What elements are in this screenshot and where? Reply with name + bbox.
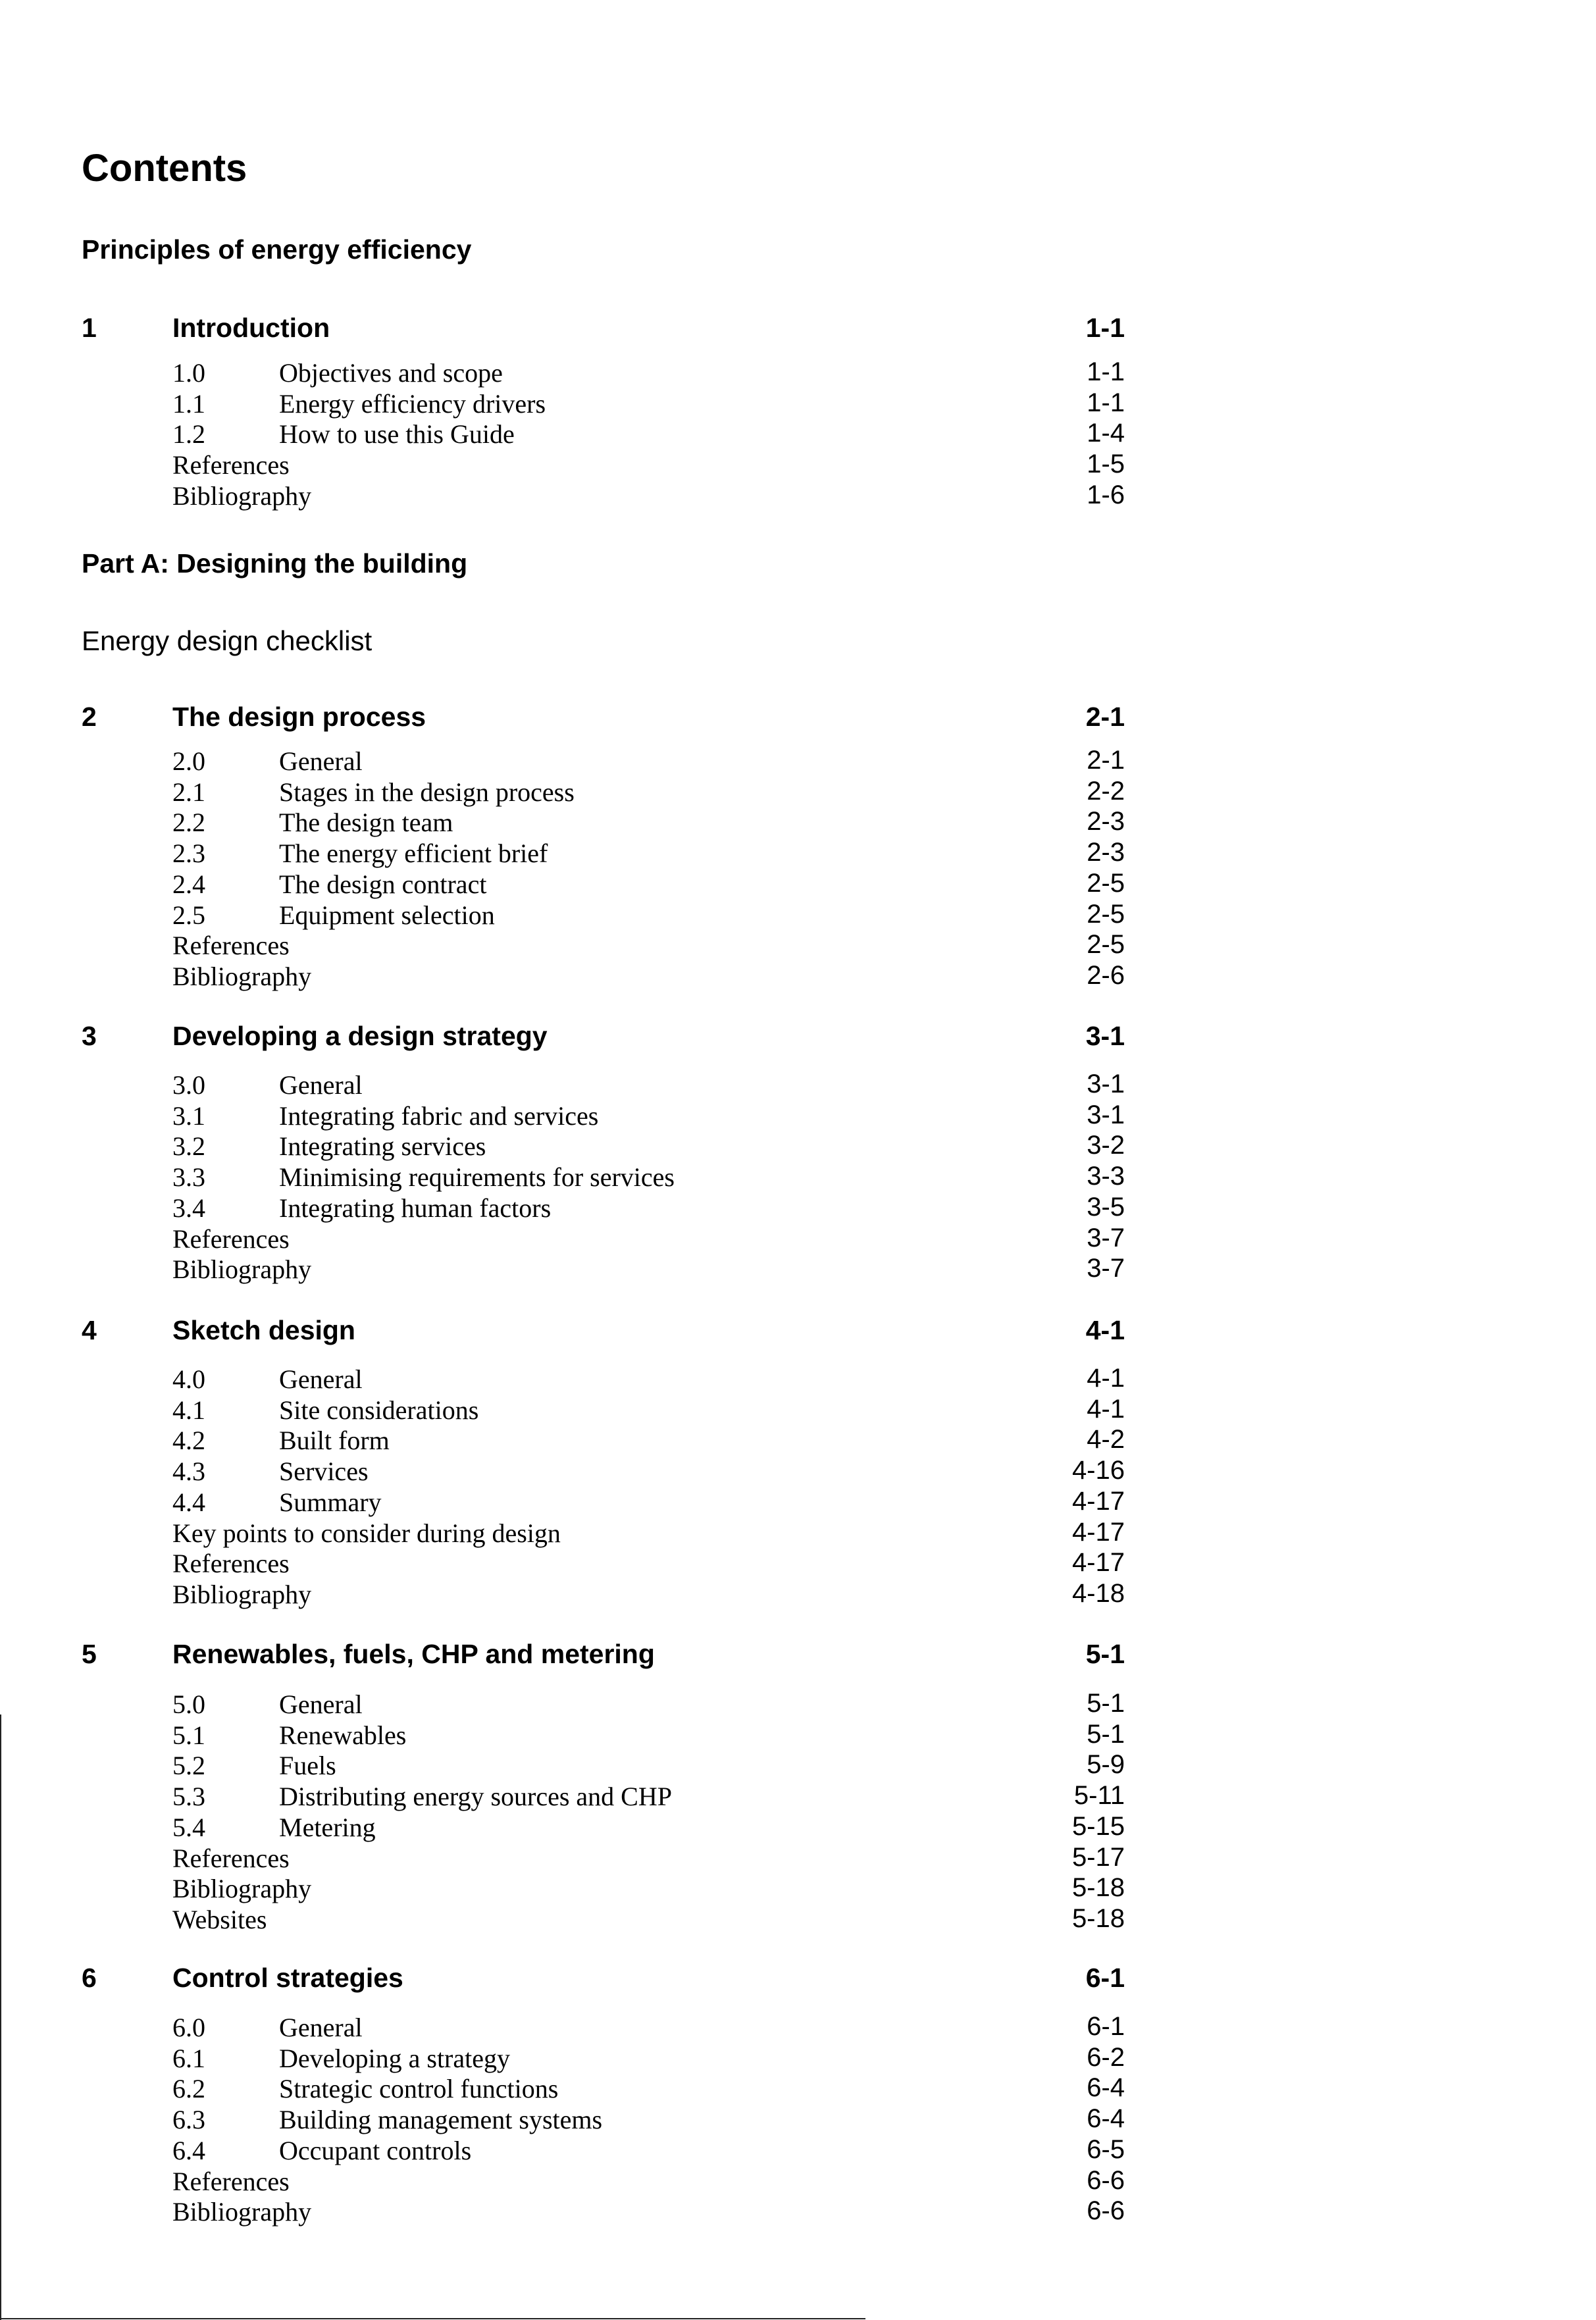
chapter-heading[interactable] <box>0 1021 1596 1054</box>
entry-page-number: 6-6 <box>1087 2196 1125 2225</box>
entry-number: 6.1 <box>172 2044 205 2073</box>
chapter-number: 4 <box>82 1315 97 1345</box>
toc-entry[interactable] <box>0 900 1596 930</box>
entry-page-number: 5-18 <box>1071 1904 1125 1933</box>
toc-entry[interactable] <box>0 1131 1596 1161</box>
entry-page-number: 1-5 <box>1087 450 1125 478</box>
toc-entry[interactable] <box>0 2196 1596 2227</box>
entry-page-number: 6-4 <box>1087 2104 1125 2133</box>
entry-title: Integrating services <box>279 1131 486 1161</box>
entry-title: General <box>279 1070 363 1100</box>
entry-title: Built form <box>279 1426 390 1455</box>
toc-entry[interactable] <box>0 1843 1596 1873</box>
toc-entry[interactable] <box>0 961 1596 991</box>
entry-page-number: 2-5 <box>1087 900 1125 929</box>
toc-entry[interactable] <box>0 1812 1596 1842</box>
entry-number: 6.0 <box>172 2013 205 2042</box>
entry-page-number: 2-5 <box>1087 869 1125 898</box>
entry-page-number: 3-3 <box>1087 1162 1125 1191</box>
chapter-number: 1 <box>82 313 97 343</box>
entry-number: 3.2 <box>172 1131 205 1161</box>
entry-title: Renewables <box>279 1720 407 1750</box>
toc-entry[interactable] <box>0 869 1596 899</box>
entry-number: 1.0 <box>172 358 205 388</box>
entry-page-number: 6-4 <box>1087 2073 1125 2102</box>
entry-page-number: 4-1 <box>1087 1364 1125 1393</box>
entry-page-number: 1-6 <box>1087 480 1125 509</box>
toc-entry[interactable] <box>0 2043 1596 2073</box>
toc-entry[interactable] <box>0 1425 1596 1455</box>
toc-entry[interactable] <box>0 1395 1596 1425</box>
entry-title: References <box>172 1224 290 1254</box>
toc-entry[interactable] <box>0 1487 1596 1517</box>
toc-entry[interactable] <box>0 1781 1596 1811</box>
entry-number: 2.1 <box>172 777 205 807</box>
entry-title: References <box>172 931 290 960</box>
entry-title: Minimising requirements for services <box>279 1162 675 1192</box>
entry-title: General <box>279 2013 363 2042</box>
toc-entry[interactable] <box>0 777 1596 807</box>
section-heading-principles: Principles of energy efficiency <box>82 234 472 265</box>
entry-page-number: 5-1 <box>1087 1720 1125 1749</box>
entry-title: Stages in the design process <box>279 777 575 807</box>
chapter-heading[interactable] <box>0 702 1596 735</box>
chapter-heading[interactable] <box>0 1315 1596 1348</box>
entry-page-number: 3-2 <box>1087 1131 1125 1160</box>
chapter-page-number: 3-1 <box>1085 1021 1125 1051</box>
chapter-number: 3 <box>82 1021 97 1051</box>
entry-page-number: 3-7 <box>1087 1224 1125 1252</box>
entry-title: Bibliography <box>172 1254 312 1284</box>
entry-page-number: 5-9 <box>1087 1750 1125 1779</box>
entry-title: Bibliography <box>172 481 312 511</box>
entry-number: 4.1 <box>172 1395 205 1425</box>
entry-number: 2.4 <box>172 869 205 899</box>
chapter-page-number: 2-1 <box>1085 702 1125 732</box>
entry-number: 5.3 <box>172 1782 205 1811</box>
toc-entry[interactable] <box>0 1193 1596 1223</box>
entry-number: 4.2 <box>172 1426 205 1455</box>
entry-number: 3.1 <box>172 1101 205 1131</box>
entry-page-number: 3-1 <box>1087 1100 1125 1129</box>
toc-entry[interactable] <box>0 2012 1596 2042</box>
chapter-page-number: 6-1 <box>1085 1963 1125 1993</box>
toc-entry[interactable] <box>0 746 1596 776</box>
entry-title: Summary <box>279 1487 382 1517</box>
chapter-title: The design process <box>172 702 426 732</box>
entry-page-number: 5-18 <box>1071 1873 1125 1902</box>
toc-entry[interactable] <box>0 2104 1596 2134</box>
chapter-heading[interactable] <box>0 1639 1596 1672</box>
entry-title: Developing a strategy <box>279 2044 510 2073</box>
entry-title: Building management systems <box>279 2105 603 2134</box>
chapter-number: 2 <box>82 702 97 732</box>
toc-entry[interactable] <box>0 1548 1596 1578</box>
toc-entry[interactable] <box>0 807 1596 837</box>
entry-page-number: 3-1 <box>1087 1070 1125 1098</box>
entry-page-number: 4-17 <box>1071 1548 1125 1577</box>
entry-title: Strategic control functions <box>279 2074 559 2103</box>
toc-entry[interactable] <box>0 2135 1596 2165</box>
chapter-title: Introduction <box>172 313 330 343</box>
entry-number: 6.2 <box>172 2074 205 2103</box>
entry-page-number: 4-2 <box>1087 1425 1125 1454</box>
entry-page-number: 4-1 <box>1087 1395 1125 1424</box>
toc-entry[interactable] <box>0 1070 1596 1100</box>
entry-page-number: 6-1 <box>1087 2012 1125 2041</box>
entry-title: Bibliography <box>172 1580 312 1609</box>
entry-title: Integrating human factors <box>279 1193 552 1223</box>
entry-title: General <box>279 1364 363 1394</box>
entry-title: Site considerations <box>279 1395 479 1425</box>
toc-entry[interactable] <box>0 388 1596 419</box>
entry-title: Websites <box>172 1905 267 1934</box>
chapter-title: Renewables, fuels, CHP and metering <box>172 1639 655 1669</box>
entry-page-number: 5-17 <box>1071 1843 1125 1872</box>
chapter-heading[interactable] <box>0 313 1596 346</box>
toc-entry[interactable] <box>0 1456 1596 1486</box>
entry-page-number: 3-7 <box>1087 1254 1125 1283</box>
entry-page-number: 2-6 <box>1087 961 1125 990</box>
entry-title: References <box>172 2167 290 2196</box>
toc-entry[interactable] <box>0 357 1596 388</box>
entry-number: 2.2 <box>172 808 205 837</box>
toc-entry[interactable] <box>0 480 1596 511</box>
entry-page-number: 6-5 <box>1087 2135 1125 2164</box>
entry-page-number: 4-18 <box>1071 1579 1125 1608</box>
toc-entry[interactable] <box>0 2073 1596 2103</box>
entry-title: General <box>279 1689 363 1719</box>
chapter-page-number: 4-1 <box>1085 1315 1125 1345</box>
entry-page-number: 2-1 <box>1087 746 1125 775</box>
toc-entry[interactable] <box>0 1518 1596 1548</box>
entry-page-number: 6-6 <box>1087 2166 1125 2195</box>
toc-entry[interactable] <box>0 2166 1596 2196</box>
entry-number: 4.3 <box>172 1456 205 1486</box>
entry-page-number: 2-3 <box>1087 807 1125 836</box>
chapter-page-number: 1-1 <box>1085 313 1125 343</box>
entry-page-number: 1-1 <box>1087 388 1125 417</box>
entry-page-number: 5-1 <box>1087 1689 1125 1718</box>
chapter-page-number: 5-1 <box>1085 1639 1125 1669</box>
entry-title: References <box>172 1549 290 1578</box>
entry-title: The energy efficient brief <box>279 838 548 868</box>
entry-number: 1.1 <box>172 389 205 419</box>
toc-entry[interactable] <box>0 838 1596 868</box>
entry-number: 3.4 <box>172 1193 205 1223</box>
entry-number: 5.2 <box>172 1751 205 1780</box>
entry-page-number: 2-5 <box>1087 930 1125 959</box>
entry-title: References <box>172 1843 290 1873</box>
chapter-heading[interactable] <box>0 1963 1596 1996</box>
toc-entry[interactable] <box>0 1750 1596 1780</box>
left-rule <box>0 1714 1 2320</box>
entry-number: 6.3 <box>172 2105 205 2134</box>
entry-number: 2.0 <box>172 746 205 776</box>
toc-entry[interactable] <box>0 1224 1596 1254</box>
entry-title: Metering <box>279 1813 376 1842</box>
entry-title: The design team <box>279 808 453 837</box>
entry-title: Fuels <box>279 1751 336 1780</box>
entry-title: General <box>279 746 363 776</box>
toc-entry[interactable] <box>0 1579 1596 1609</box>
entry-number: 5.1 <box>172 1720 205 1750</box>
toc-entry[interactable] <box>0 1689 1596 1719</box>
entry-title: The design contract <box>279 869 487 899</box>
toc-entry[interactable] <box>0 1100 1596 1131</box>
entry-title: Bibliography <box>172 962 312 991</box>
entry-number: 5.0 <box>172 1689 205 1719</box>
page-title: Contents <box>82 147 247 190</box>
section-heading-part-a: Part A: Designing the building <box>82 548 468 579</box>
entry-title: Services <box>279 1456 369 1486</box>
energy-design-checklist: Energy design checklist <box>82 625 373 656</box>
toc-entry[interactable] <box>0 1904 1596 1934</box>
entry-number: 2.3 <box>172 838 205 868</box>
chapter-number: 5 <box>82 1639 97 1669</box>
entry-page-number: 5-11 <box>1073 1781 1125 1810</box>
chapter-title: Control strategies <box>172 1963 403 1993</box>
entry-number: 1.2 <box>172 419 205 449</box>
entry-number: 5.4 <box>172 1813 205 1842</box>
entry-number: 4.0 <box>172 1364 205 1394</box>
bottom-rule <box>0 2318 865 2319</box>
entry-title: Bibliography <box>172 1874 312 1903</box>
toc-entry[interactable] <box>0 1873 1596 1903</box>
entry-title: Occupant controls <box>279 2136 472 2165</box>
entry-page-number: 4-16 <box>1071 1456 1125 1485</box>
entry-title: Bibliography <box>172 2197 312 2227</box>
entry-page-number: 5-15 <box>1071 1812 1125 1841</box>
entry-page-number: 4-17 <box>1071 1487 1125 1516</box>
toc-entry[interactable] <box>0 1254 1596 1284</box>
entry-title: Equipment selection <box>279 900 495 930</box>
entry-page-number: 6-2 <box>1087 2043 1125 2072</box>
entry-number: 3.3 <box>172 1162 205 1192</box>
entry-title: Distributing energy sources and CHP <box>279 1782 672 1811</box>
entry-title: Energy efficiency drivers <box>279 389 546 419</box>
toc-entry[interactable] <box>0 1364 1596 1394</box>
entry-page-number: 1-1 <box>1087 357 1125 386</box>
toc-entry[interactable] <box>0 419 1596 449</box>
entry-number: 2.5 <box>172 900 205 930</box>
toc-entry[interactable] <box>0 450 1596 480</box>
entry-page-number: 2-2 <box>1087 777 1125 806</box>
entry-page-number: 2-3 <box>1087 838 1125 867</box>
entry-number: 6.4 <box>172 2136 205 2165</box>
entry-title: How to use this Guide <box>279 419 515 449</box>
chapter-number: 6 <box>82 1963 97 1993</box>
toc-entry[interactable] <box>0 1720 1596 1750</box>
chapter-title: Sketch design <box>172 1315 355 1345</box>
chapter-title: Developing a design strategy <box>172 1021 548 1051</box>
entry-title: Objectives and scope <box>279 358 503 388</box>
entry-number: 3.0 <box>172 1070 205 1100</box>
toc-entry[interactable] <box>0 1162 1596 1192</box>
entry-number: 4.4 <box>172 1487 205 1517</box>
entry-title: Key points to consider during design <box>172 1518 561 1548</box>
toc-entry[interactable] <box>0 930 1596 960</box>
entry-page-number: 4-17 <box>1071 1518 1125 1547</box>
entry-page-number: 3-5 <box>1087 1193 1125 1222</box>
entry-page-number: 1-4 <box>1087 419 1125 448</box>
entry-title: References <box>172 450 290 480</box>
entry-title: Integrating fabric and services <box>279 1101 599 1131</box>
